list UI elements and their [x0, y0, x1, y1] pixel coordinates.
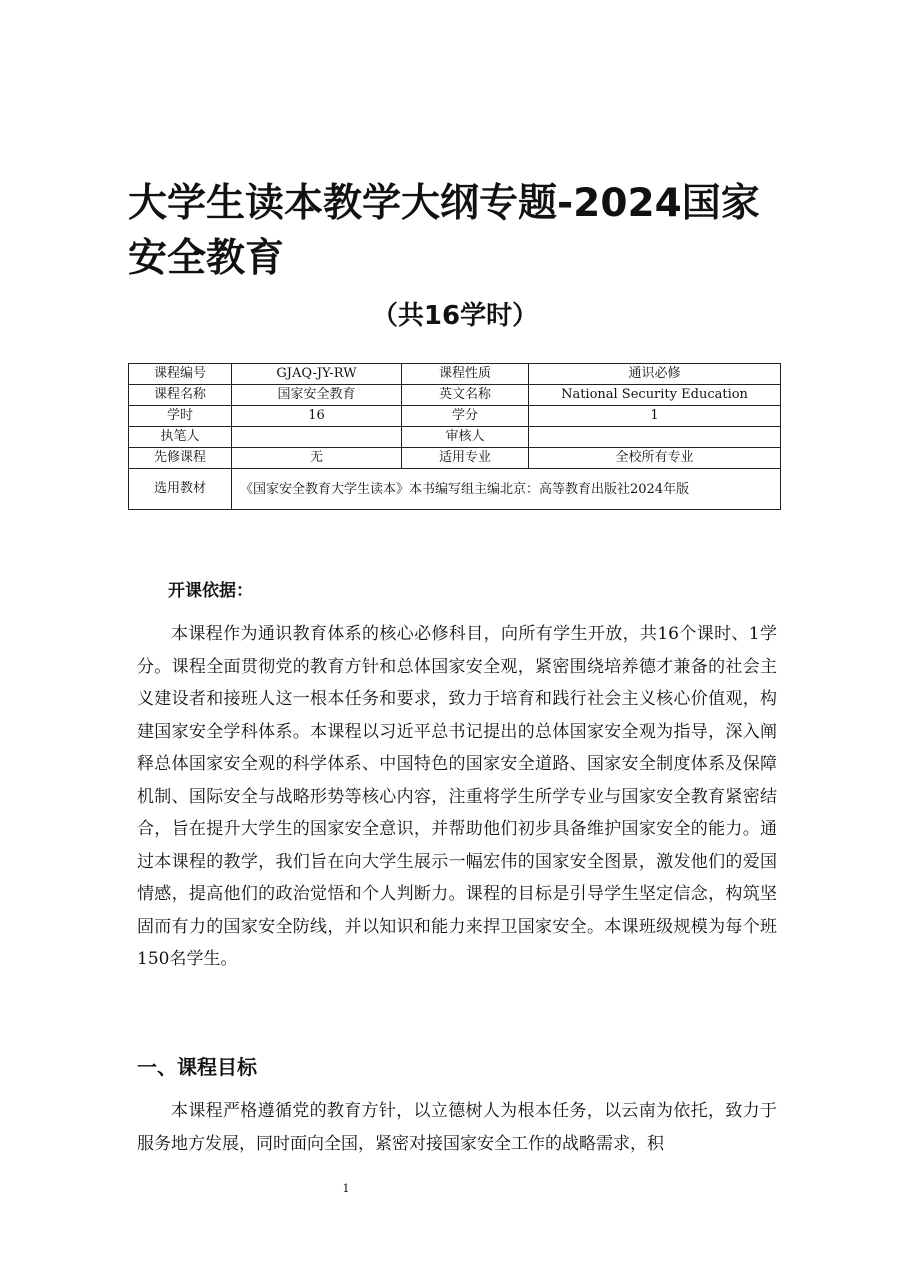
page-number: 1	[342, 1182, 350, 1195]
label-author: 执笔人	[129, 427, 232, 448]
basis-paragraph: 本课程作为通识教育体系的核心必修科目，向所有学生开放，共16个课时、1学分。课程全面贯彻党的教育方针和总体国家安全观，紧密围绕培养德才兼备的社会主义建设者和接班人这一根本任务和要求，致力于培育和践行社会主义核心价值观，构建国家安全学科体系。本课程以习近平总书记提出的总体国家安全观为指导，深入阐释总体国家安全观的科学体系、中国特色的国家安全道路、国家安全制度体系及保障机制、国际安全与战略形势等核心内容，注重将学生所学专业与国家安全教育紧密结合，旨在提升大学生的国家安全意识，并帮助他们初步具备维护国家安全的能力。通过本课程的教学，我们旨在向大学生展示一幅宏伟的国家安全图景，激发他们的爱国情感，提高他们的政治觉悟和个人判断力。课程的目标是引导学生坚定信念，构筑坚固而有力的国家安全防线，并以知识和能力来捍卫国家安全。本课班级规模为每个班150名学生。	[137, 624, 777, 969]
label-textbook: 选用教材	[129, 469, 232, 510]
value-prerequisite: 无	[232, 448, 402, 469]
document-title: 大学生读本教学大纲专题-2024国家安全教育	[128, 181, 760, 281]
value-course-name: 国家安全教育	[232, 385, 402, 406]
table-row	[129, 406, 781, 427]
value-reviewer	[529, 427, 781, 448]
label-prerequisite: 先修课程	[129, 448, 232, 469]
value-course-nature: 通识必修	[529, 364, 781, 385]
table-row	[129, 469, 781, 510]
section-heading-course-objectives: 一、课程目标	[137, 1055, 257, 1079]
course-info-table	[128, 363, 781, 510]
document-subtitle: （共16学时）	[371, 301, 539, 331]
value-applicable-major: 全校所有专业	[529, 448, 781, 469]
label-applicable-major: 适用专业	[402, 448, 529, 469]
table-row	[129, 364, 781, 385]
basis-heading: 开课依据：	[168, 581, 253, 601]
table-row	[129, 448, 781, 469]
label-credits: 学分	[402, 406, 529, 427]
value-textbook: 《国家安全教育大学生读本》本书编写组主编北京：高等教育出版社2024年版	[232, 469, 781, 510]
label-english-name: 英文名称	[402, 385, 529, 406]
value-credits: 1	[529, 406, 781, 427]
label-course-nature: 课程性质	[402, 364, 529, 385]
label-hours: 学时	[129, 406, 232, 427]
table-row	[129, 385, 781, 406]
label-reviewer: 审核人	[402, 427, 529, 448]
objectives-paragraph: 本课程严格遵循党的教育方针，以立德树人为根本任务，以云南为依托，致力于服务地方发展，同时面向全国，紧密对接国家安全工作的战略需求，积	[137, 1101, 777, 1154]
table-row	[129, 427, 781, 448]
value-author	[232, 427, 402, 448]
value-english-name: National Security Education	[529, 385, 781, 406]
label-course-code: 课程编号	[129, 364, 232, 385]
value-course-code: GJAQ-JY-RW	[232, 364, 402, 385]
value-hours: 16	[232, 406, 402, 427]
label-course-name: 课程名称	[129, 385, 232, 406]
